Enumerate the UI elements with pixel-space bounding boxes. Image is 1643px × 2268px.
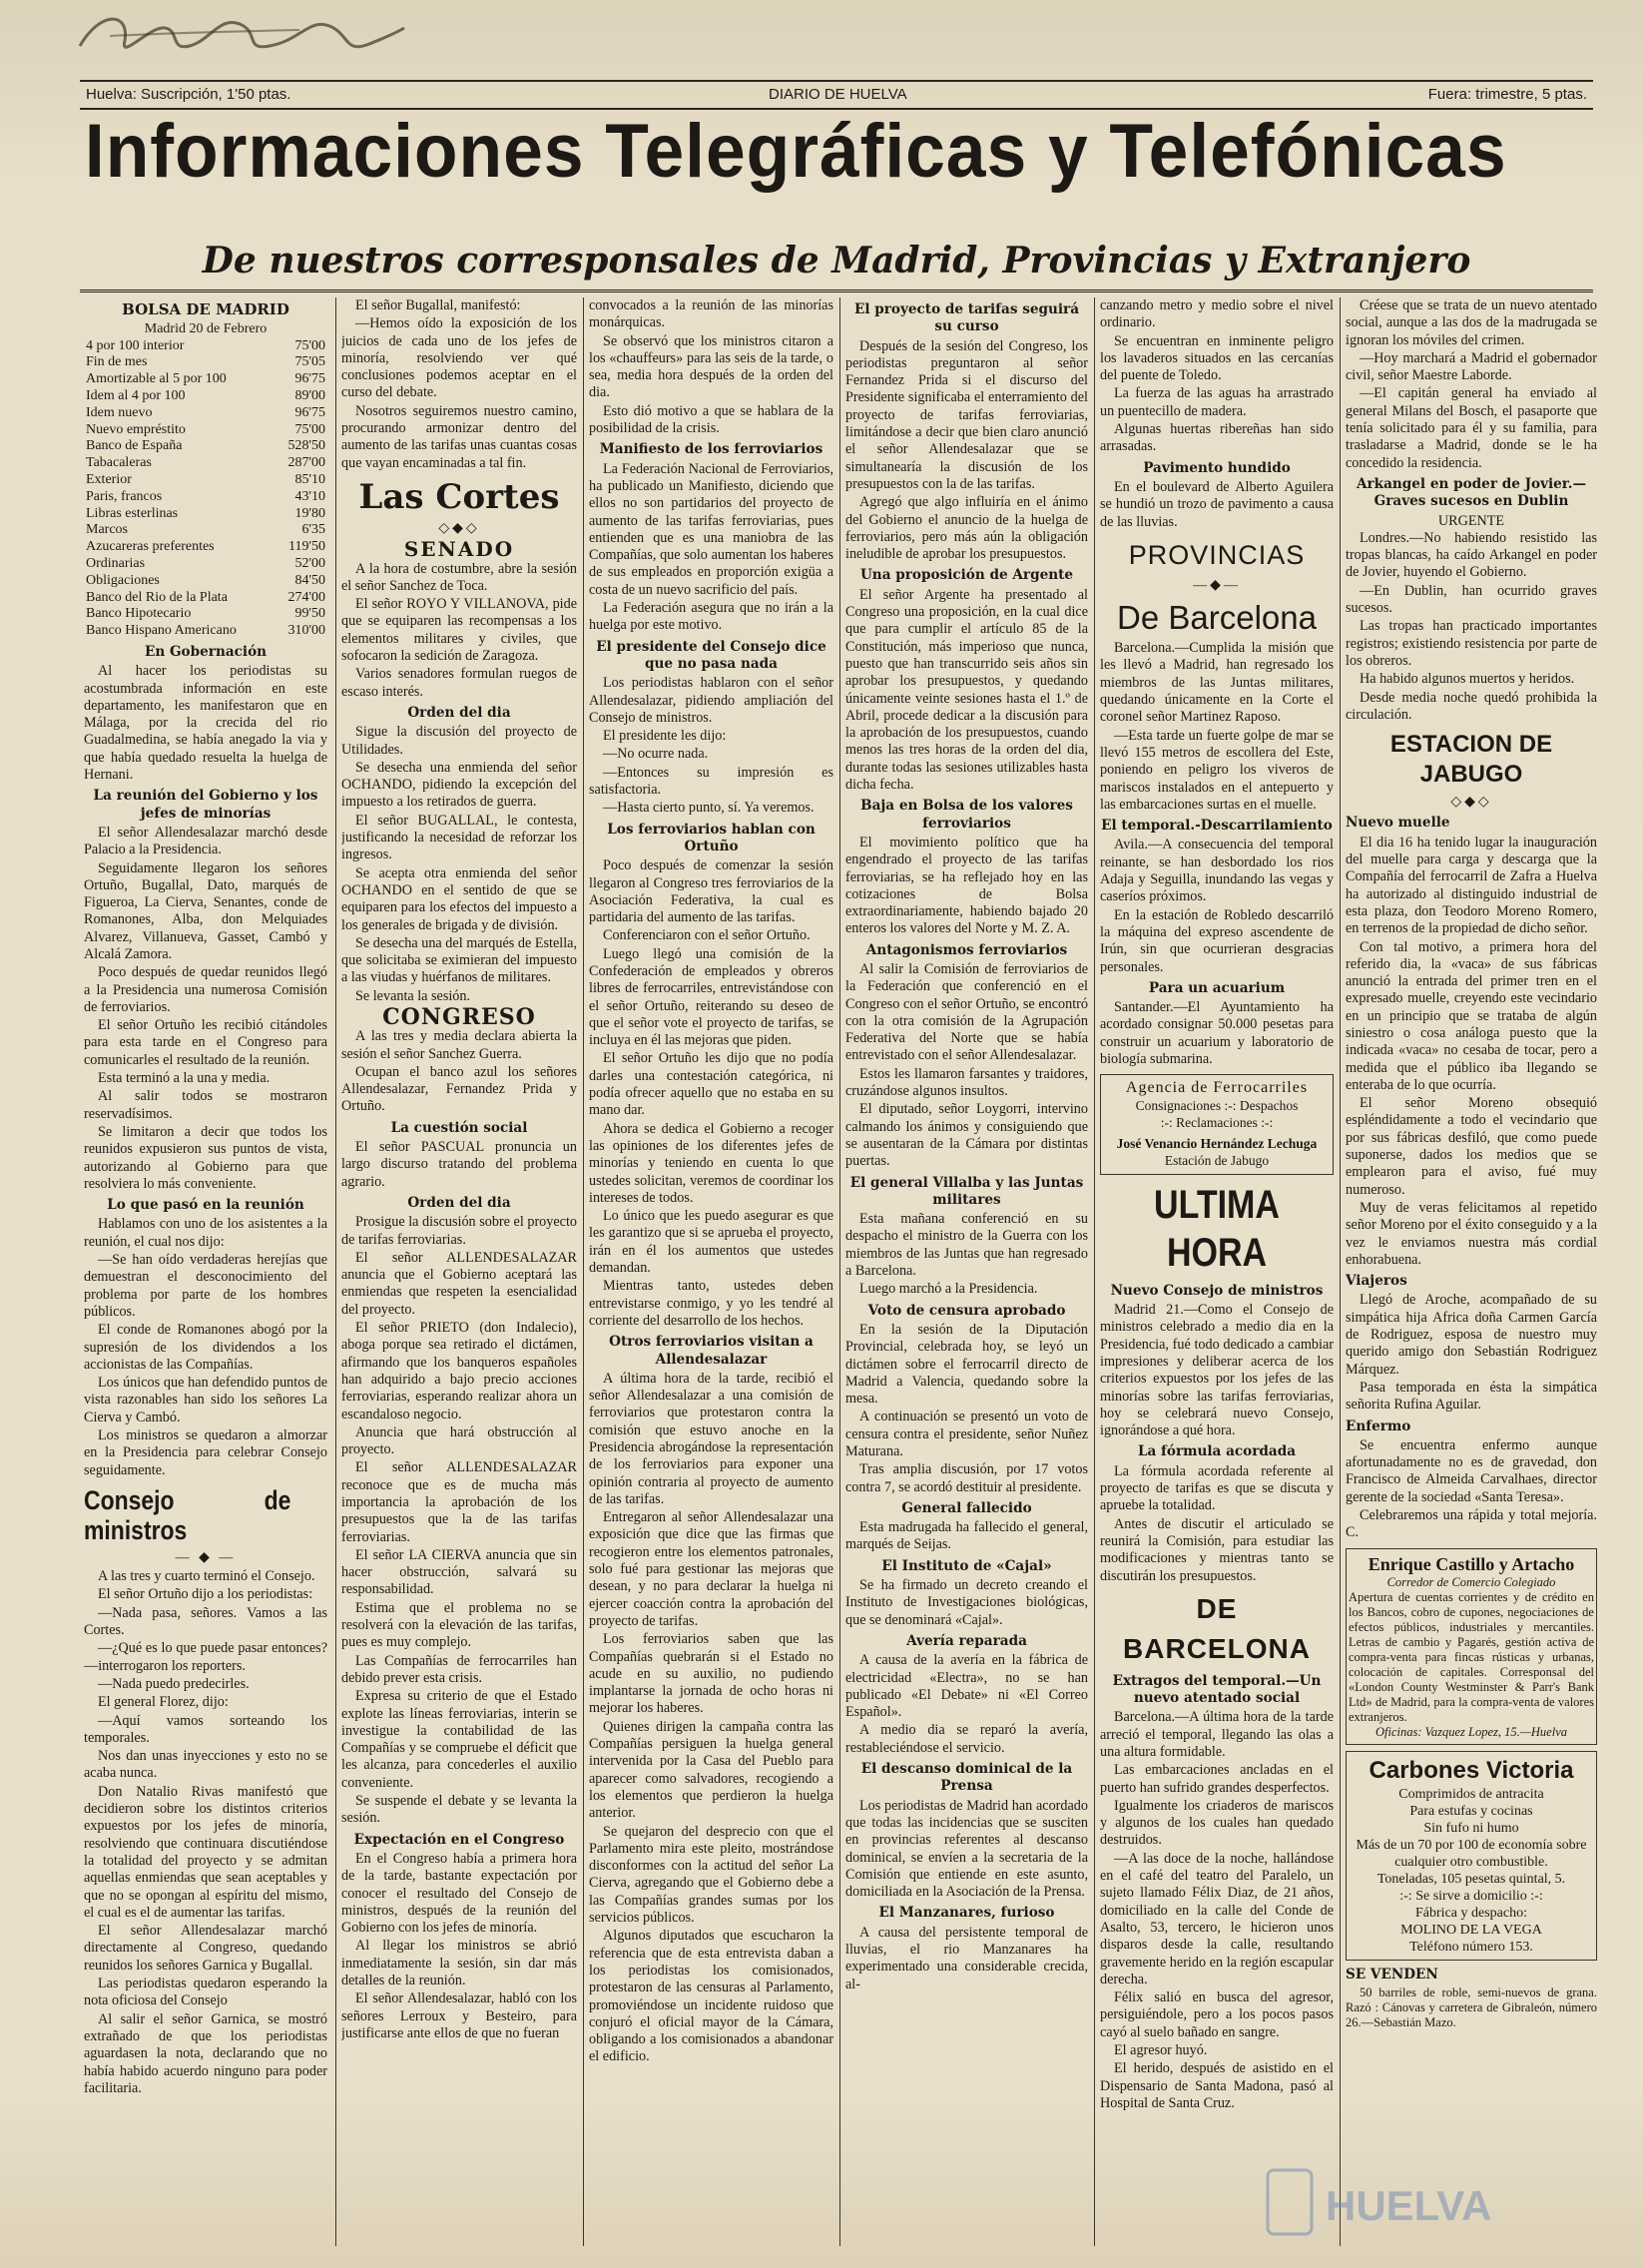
paragraph: Esto dió motivo a que se hablara de la posibilidad de la crisis. [589, 402, 833, 437]
stock-row [84, 438, 327, 455]
column-rule [583, 297, 584, 2246]
heading-orden-dia: Orden del dia [407, 1194, 511, 1211]
paragraph: Quienes dirigen la campaña contra las Compañías persiguen la huelga general intervenida por la Casa del Pueblo para aparecer como salvadores, recogiendo a los elementos que perdieron la huelga anterior. [589, 1718, 833, 1822]
stock-name: Fin de mes [86, 354, 148, 370]
heading-manifiesto: Manifiesto de los ferroviarios [599, 441, 823, 458]
subscription-local: Huelva: Suscripción, 1'50 ptas. [86, 86, 291, 103]
paragraph: El señor PASCUAL pronuncia un largo discurso tratando del problema agrario. [341, 1139, 577, 1190]
paragraph: Conferenciaron con el señor Ortuño. [603, 927, 811, 944]
paragraph: Esta terminó a la una y media. [98, 1070, 271, 1087]
paragraph: Al salir todos se mostraron reservadísimos. [84, 1088, 327, 1122]
paragraph: Se suspende el debate y se levanta la sesión. [341, 1793, 577, 1827]
paragraph: Agregó que algo influiría en el ánimo del Gobierno el anuncio de la huelga de ferroviarios, pero más aún la obligación ineludible de aprobar los presupuestos. [845, 494, 1088, 563]
paragraph: El señor Ortuño dijo a los periodistas: [98, 1586, 313, 1603]
stock-name: Marcos [86, 522, 128, 538]
heading-acuarium: Para un acuarium [1148, 979, 1286, 996]
paragraph: El señor ALLENDESALAZAR reconoce que es de mucha más importancia la aprobación de los presupuestos que la de las tarifas ferroviarias. [341, 1459, 577, 1545]
paragraph: Igualmente los criaderos de mariscos y algunos de los cuales han quedado destruidos. [1100, 1797, 1334, 1849]
stock-value: 274'00 [287, 589, 325, 605]
stock-value: 75'00 [294, 421, 325, 437]
stock-value: 6'35 [301, 522, 325, 538]
masthead-rule [80, 289, 1593, 292]
paragraph: A última hora de la tarde, recibió el señor Allendesalazar a una comisión de ferroviarios que protestaron contra la comisión que estuvo anoche en la Presidencia abrogándose la representación de los ferroviarios para exponer una opinión contraria al proyecto de aumento de las tarifas. [589, 1370, 833, 1507]
heading-baja-bolsa: Baja en Bolsa de los valores ferroviarios [860, 798, 1073, 832]
heading-se-venden: SE VENDEN [1346, 1966, 1438, 1983]
paragraph: 50 barriles de roble, semi-nuevos de grana. Razó : Cánovas y carretera de Gibraleón, número 26.—Sebastián Mazo. [1346, 1984, 1597, 2029]
paragraph: Se limitaron a decir que todos los reunidos expusieron sus puntos de vista, autorizando al Gobierno para que resolviera lo más conveniente. [84, 1123, 327, 1192]
heading-de-barcelona-2: DE BARCELONA [1123, 1592, 1311, 1664]
paragraph: Los únicos que han defendido puntos de vista razonables han sido los señores La Cierva y Cambó. [84, 1375, 327, 1425]
column-2 [341, 297, 577, 2250]
ad-carbones-victoria [1346, 1751, 1597, 1961]
paragraph: Las embarcaciones ancladas en el puerto han sufrido grandes desperfectos. [1100, 1762, 1334, 1796]
stock-value: 528'50 [287, 438, 325, 454]
paragraph: —No ocurre nada. [603, 746, 709, 763]
paragraph: Luego marchó a la Presidencia. [859, 1281, 1038, 1298]
stock-name: Banco Hipotecario [86, 606, 192, 622]
paragraph: El señor Argente ha presentado al Congreso una proposición, en la cual dice que para cumplir el artículo 85 de la Constitución, más imperioso que nunca, puesto que han transcurrido seis años sin aprobar los presupuestos, y quedando únicamente veinte sesiones hasta el 1.º de Abril, procede dedicar a la discusión para la aprobación de los presupuestos, cuando menos las tres horas de la orden del dia, durante todas las sesiones utilizables hasta dicha fecha. [845, 586, 1088, 794]
column-6 [1346, 297, 1597, 2250]
heading-nuevo-muelle: Nuevo muelle [1346, 815, 1450, 832]
paragraph: —Hoy marchará a Madrid el gobernador civil, señor Maestre Laborde. [1346, 349, 1597, 384]
stock-name: Banco de España [86, 438, 183, 454]
paragraph: Al salir la Comisión de ferroviarios de la Federación que conferenció en el Congreso con el señor Ortuño, se encontró con la otra comisión de la Agrupación Federativa del Norte que se había entrevistado con el señor Allendesalazar. [845, 960, 1088, 1064]
paragraph: Al hacer los periodistas su acostumbrada información en este departamento, les manifestaron que en Málaga, por la crecida del rio Guadalmedina, se había anegado la via y que había quedado resuelta la huelga de Hernani. [84, 663, 327, 784]
paragraph: Expresa su criterio de que el Estado explote las líneas ferroviarias, interin se investigue la contabilidad de las Compañías y se compruebe el déficit que les alcanza, para concederles el auxilio conveniente. [341, 1688, 577, 1791]
paragraph: La Federación asegura que no irán a la huelga por este motivo. [589, 600, 833, 634]
paragraph: Luego llegó una comisión de la Confederación de empleados y obreros libres de ferrocarriles, entrevistándose con el señor Ortuño, reiterando su deseo de que el señor vote el proyecto de tarifas, se incluya en él las mejoras que piden. [589, 945, 833, 1049]
stock-date: Madrid 20 de Febrero [144, 321, 268, 337]
paragraph: —Aquí vamos sorteando los temporales. [84, 1712, 327, 1746]
heading-arkangel: Arkangel en poder de Jovier.—Graves sucesos en Dublin [1356, 475, 1587, 510]
paragraph: —Entonces su impresión es satisfactoria. [589, 764, 833, 799]
paragraph: Algunas huertas ribereñas han sido arrasadas. [1100, 421, 1334, 455]
paragraph: Después de la sesión del Congreso, los periodistas preguntaron al señor Fernandez Prida si el discurso del Presidente significaba el enterramiento del proyecto de tarifas ferroviarias, limitándose a decir que bien claro anunció el señor Allendesalazar que se simultanearía la discusión de los presupuestos con la de las tarifas. [845, 337, 1088, 492]
paragraph: En la sesión de la Diputación Provincial, celebrada hoy, se leyó un dictámen sobre el ferrocarril directo de Madrid a Valencia, quedando sobre la mesa. [845, 1321, 1088, 1408]
paragraph: A la hora de costumbre, abre la sesión el señor Sanchez de Toca. [341, 560, 577, 594]
paragraph: Llegó de Aroche, acompañado de su simpática hija Africa doña Carmen García de Rodriguez, esposa de nuestro muy querido amigo don Sebastián Rodriguez Márquez. [1346, 1292, 1597, 1378]
stock-row [84, 371, 327, 388]
paragraph: El señor Ortuño les dijo que no podía darles una contestación categórica, ni podía ofrecer aquello que no estaba en su mano dar. [589, 1050, 833, 1119]
paragraph: En la estación de Robledo descarriló la máquina del expreso ascendente de Irún, sin que ocurrieran desgracias personales. [1100, 906, 1334, 975]
heading-viajeros: Viajeros [1346, 1273, 1407, 1290]
paragraph: Con tal motivo, a primera hora del referido dia, la «vaca» de sus fábricas anunció la entrada del primer tren en el expresado muelle, creyendo este vecindario en un principio que se trataba de algún siniestro o cosa análoga puesto que la indicada «vaca» no cesaba de tocar, pero a medida que el público iba llegando se enteraba de lo que ocurría. [1346, 938, 1597, 1093]
paragraph: —A las doce de la noche, hallándose en el café del teatro del Paralelo, un sujeto llamado Félix Diaz, de 21 años, domiciliado en la calle del Conde de Asalto, 53, tercero, le hicieron unos disparos desde la calle, resultando gravemente herido en la región escapular derecha. [1100, 1850, 1334, 1987]
stock-value: 96'75 [294, 371, 325, 387]
paragraph: Nos dan unas inyecciones y esto no se acaba nunca. [84, 1748, 327, 1782]
heading-manzanares: El Manzanares, furioso [878, 1905, 1055, 1922]
paragraph: A causa del persistente temporal de lluvias, el rio Manzanares ha experimentado una considerable crecida, al- [845, 1924, 1088, 1992]
paragraph: La Federación Nacional de Ferroviarios, ha publicado un Manifiesto, diciendo que ellos no son partidarios del proyecto de aumento de las tarifas ferroviarias, pues entienden que es una maniobra de las Compañías, que solo aumentan los haberes de sus empleados en proporción exigüa a costa de un nuevo sacrificio del país. [589, 460, 833, 598]
ad-line: Teléfono número 153. [1409, 1939, 1533, 1955]
stock-table [84, 338, 327, 640]
heading-instituto-cajal: El Instituto de «Cajal» [881, 1557, 1052, 1574]
paragraph: A las tres y media declara abierta la sesión el señor Sanchez Guerra. [341, 1028, 577, 1062]
stock-name: Tabacaleras [86, 455, 152, 471]
subscription-outside: Fuera: trimestre, 5 ptas. [1427, 86, 1587, 103]
paper-name: DIARIO DE HUELVA [769, 86, 907, 103]
column-5 [1100, 297, 1334, 2250]
paragraph: Al salir el señor Garnica, se mostró extrañado de que los periodistas aguardasen la nota, declarando que no había habido acuerdo ninguno para poder facilitaria. [84, 2010, 327, 2096]
column-4 [845, 297, 1088, 2250]
paragraph: Barcelona.—Cumplida la misión que les llevó a Madrid, han regresado los miembros de las Juntas militares, quedando únicamente en la Corte el coronel señor Martinez Raposo. [1100, 640, 1334, 726]
heading-cuestion-social: La cuestión social [390, 1119, 528, 1136]
masthead-title: Informaciones Telegráficas y Telefónicas [84, 109, 1507, 194]
paragraph: Don Natalio Rivas manifestó que decidieron sobre los distintos criterios expuestos por los jefes de minoría, resolviendo que continuara discutiéndose la totalidad del proyecto y se admitan aquellas enmiendas que sean aceptables y que no se opongan al espíritu del mismo, el cual es el de aumentar las tarifas. [84, 1783, 327, 1921]
ad-line: :-: Reclamaciones :-: [1160, 1114, 1274, 1130]
ornament: —◆— [1193, 577, 1241, 593]
heading-general-fallecido: General fallecido [901, 1499, 1032, 1516]
stock-row [84, 354, 327, 371]
paragraph: El señor PRIETO (don Indalecio), aboga porque sea retirado el dictámen, afirmando que los banqueros españoles han adquirido a bajo precio acciones ferroviarias, esperando realizar ahora un escandaloso negocio. [341, 1320, 577, 1422]
stock-row [84, 590, 327, 607]
paragraph: En el Congreso había a primera hora de la tarde, bastante expectación por conocer el resultado del Consejo de ministros, después de la reunión del Gobierno con los jefes de minoría. [341, 1850, 577, 1937]
paragraph: Ocupan el banco azul los señores Allendesalazar, Fernandez Prida y Ortuño. [341, 1063, 577, 1115]
ornament: ◇◆◇ [438, 520, 480, 536]
paragraph: El señor Ortuño les recibió citándoles para esta tarde en el Congreso para comunicarles el resultado de la reunión. [84, 1017, 327, 1068]
paragraph: La fuerza de las aguas ha arrastrado un puentecillo de madera. [1100, 385, 1334, 419]
column-rule [839, 297, 840, 2246]
heading-averia: Avería reparada [906, 1632, 1027, 1649]
stock-name: 4 por 100 interior [86, 337, 185, 353]
paragraph: Se desecha una enmienda del señor OCHANDO, pidiendo la excepción del impuesto a los retirados de guerra. [341, 759, 577, 811]
heading-gobernacion: En Gobernación [144, 643, 268, 660]
stock-value: 85'10 [294, 471, 325, 487]
heading-de-barcelona: De Barcelona [1117, 599, 1317, 637]
ad-text: Apertura de cuentas corrientes y de crédito en los Bancos, cobro de cupones, negociaciones de efectos públicos, industriales y mercantiles. Letras de cambio y Pagarés, gestión activa de compra-venta para fincas rústicas y urbanas, colocación de capitales. Corresponsal del «London County Westminster & Parr's Bank Ltd» de Madrid, para la compra-venta de valores extranjeros. [1349, 1589, 1594, 1724]
stock-name: Banco Hispano Americano [86, 623, 237, 639]
paragraph: Algunos diputados que escucharon la referencia que de esta entrevista daban a los periodistas los comisionados, protestaron de las censuras al Parlamento, promoviéndose un incidente ruidoso que conjuró el oficial mayor de la Cámara, obligando a los comisionados a abandonar el edificio. [589, 1928, 833, 2065]
paragraph: Tras amplia discusión, por 17 votos contra 7, se acordó destituir al presidente. [845, 1461, 1088, 1495]
paragraph: El señor Allendesalazar marchó desde Palacio a la Presidencia. [84, 824, 327, 858]
paragraph: El general Florez, dijo: [98, 1694, 229, 1711]
column-rule [335, 297, 336, 2246]
stock-row [84, 556, 327, 573]
heading-voto-censura: Voto de censura aprobado [867, 1302, 1066, 1319]
stock-name: Nuevo empréstito [86, 421, 186, 437]
ad-subtitle: Corredor de Comercio Colegiado [1386, 1574, 1556, 1589]
paragraph: El señor Bugallal, manifestó: [355, 297, 521, 313]
paragraph: Ha habido algunos muertos y heridos. [1360, 671, 1575, 688]
paragraph: Poco después de comenzar la sesión llegaron al Congreso tres ferroviarios de la Asociación Federativa, la cual es partidaria del aumento de las tarifas. [589, 857, 833, 926]
ad-line: Consignaciones :-: Despachos [1135, 1097, 1299, 1113]
stock-name: Amortizable al 5 por 100 [86, 371, 227, 387]
paragraph: convocados a la reunión de las minorías monárquicas. [589, 297, 833, 331]
paragraph: Prosigue la discusión sobre el proyecto de tarifas ferroviarias. [341, 1214, 577, 1248]
stock-value: 75'05 [294, 354, 325, 370]
stock-name: Exterior [86, 471, 132, 487]
archive-stamp [1266, 2168, 1565, 2242]
heading-otros-ferroviarios: Otros ferroviarios visitan a Allendesalazar [609, 1334, 814, 1368]
heading-paso: Lo que pasó en la reunión [107, 1197, 304, 1214]
stock-row [84, 539, 327, 556]
paragraph: —Esta tarde un fuerte golpe de mar se llevó 155 metros de escollera del Este, poniendo en peligro los viveros de mariscos instalados en el antepuerto y las embarcaciones surtas en el muelle. [1100, 727, 1334, 813]
stock-row [84, 338, 327, 355]
heading-las-cortes: Las Cortes [358, 476, 560, 517]
stock-name: Idem nuevo [86, 404, 153, 420]
paragraph: El señor LA CIERVA anuncia que sin hacer obstrucción, salvará su responsabilidad. [341, 1546, 577, 1598]
stock-row [84, 472, 327, 489]
stock-row [84, 489, 327, 506]
paragraph: Estos les llamaron farsantes y traidores, cruzándose algunos insultos. [845, 1065, 1088, 1100]
paragraph: Ahora se dedica el Gobierno a recoger las opiniones de los diferentes jefes de minorías y teniendo en cuenta lo que ustedes solicitan, veremos de coordinar los intereses de todos. [589, 1120, 833, 1206]
paragraph: Seguidamente llegaron los señores Ortuño, Bugallal, Dato, marqués de Figueroa, La Cierva, Senantes, conde de Romanones, Alba, don Melquiades Alvarez, Villanueva, Gasset, Cambó y Alcalá Zamora. [84, 859, 327, 962]
paragraph: Antes de discutir el articulado se reunirá la Comisión, para estudiar las modificaciones y mientras tanto se discutirán los presupuestos. [1100, 1515, 1334, 1584]
stock-row [84, 573, 327, 590]
handwritten-signature [70, 6, 409, 62]
paragraph: Barcelona.—A última hora de la tarde arreció el temporal, llegando las olas a una altura formidable. [1100, 1709, 1334, 1760]
stock-value: 310'00 [287, 623, 325, 639]
paragraph: El señor Moreno obsequió espléndidamente a todo el vecindario que por sus fábricas desfiló, que como puede suponerse, dados los medios que se emplearon para el aviso, fué muy numeroso. [1346, 1095, 1597, 1198]
paragraph: canzando metro y medio sobre el nivel ordinario. [1100, 297, 1334, 331]
paragraph: —El capitán general ha enviado al general Milans del Bosch, el pasaporte que tenía solicitado para él y su familia, para trasladarse a Madrid, donde se le ha concedido la residencia. [1346, 385, 1597, 471]
paragraph: Londres.—No habiendo resistido las tropas blancas, ha caído Arkangel en poder de Jovier, huyendo el Gobierno. [1346, 529, 1597, 581]
paragraph: Los periodistas hablaron con el señor Allendesalazar, pidiendo ampliación del Consejo de ministros. [589, 675, 833, 726]
ad-line: Fábrica y despacho: [1415, 1905, 1527, 1921]
ad-line: Más de un 70 por 100 de economía sobre cualquier otro combustible. [1356, 1837, 1587, 1870]
ad-line: Sin fufo ni humo [1423, 1820, 1519, 1836]
ad-address: Estación de Jabugo [1164, 1153, 1270, 1169]
stock-name: Banco del Rio de la Plata [86, 589, 228, 605]
paragraph: Los ferroviarios saben que las Compañías quebrarán si el Estado no acude en su auxilio, no pudiendo implantarse la jornada de ocho horas ni mejorar los haberes. [589, 1631, 833, 1717]
heading-orden-dia: Orden del dia [407, 704, 511, 721]
column-rule [1094, 297, 1095, 2246]
heading-provincias: PROVINCIAS [1128, 539, 1306, 570]
heading-extragos: Extragos del temporal.—Un nuevo atentado social [1112, 1672, 1322, 1707]
heading-expectacion: Expectación en el Congreso [353, 1831, 565, 1848]
paragraph: Créese que se trata de un nuevo atentado social, aunque a las dos de la madrugada se ignoran los móviles del crimen. [1346, 297, 1597, 348]
paragraph: —Hemos oído la exposición de los juicios de cada uno de los jefes de minoría, resolviendo ver qué conclusiones podemos aceptar en el curso del debate. [341, 315, 577, 401]
stock-name: Paris, francos [86, 488, 163, 504]
paragraph: El herido, después de asistido en el Dispensario de Santa Madona, pasó al Hospital de Santa Cruz. [1100, 2060, 1334, 2111]
paragraph: Las Compañías de ferrocarriles han debido prever esta crisis. [341, 1652, 577, 1686]
stock-name: Ordinarias [86, 555, 146, 571]
stock-value: 89'00 [294, 387, 325, 403]
paragraph: Se observó que los ministros citaron a los «chauffeurs» para las seis de la tarde, o sea, media hora después de la orden del dia. [589, 332, 833, 401]
stock-name: Obligaciones [86, 572, 160, 588]
paragraph: El movimiento político que ha engendrado el proyecto de las tarifas ferroviarias, se ha reflejado hoy en las cotizaciones de Bolsa extraordinariamente, habiendo bajado 20 enteros los valores del Norte y M. Z. A. [845, 834, 1088, 937]
stock-name: Idem al 4 por 100 [86, 387, 186, 403]
stock-value: 43'10 [294, 488, 325, 504]
paragraph: Se encuentran en inminente peligro los lavaderos situados en las cercanías del puente de Toledo. [1100, 332, 1334, 384]
paragraph: Se acepta otra enmienda del señor OCHANDO en el sentido de que se equiparen para los efectos del impuesto a los generales de brigada y de división. [341, 864, 577, 933]
heading-senado: SENADO [403, 537, 515, 562]
stock-name: Libras esterlinas [86, 505, 179, 521]
paragraph: Félix salió en busca del agresor, persiguiéndole, pero a los pocos pasos cayó al suelo bañado en sangre. [1100, 1989, 1334, 2040]
paragraph: Esta madrugada ha fallecido el general, marqués de Seijas. [845, 1519, 1088, 1553]
paragraph: El dia 16 ha tenido lugar la inauguración del muelle para carga y descarga que la Compañía del ferrocarril de Zafra a Huelva ha autorizado al distinguido industrial de esta plaza, don Teodoro Moreno Romero, en terrenos de la propiedad de dicho señor. [1346, 834, 1597, 937]
ad-castillo [1346, 1548, 1597, 1745]
stock-value: 119'50 [287, 539, 325, 555]
paragraph: El señor Allendesalazar, habló con los señores Lerroux y Besteiro, para justificarse ante ellos de que no fueran [341, 1990, 577, 2041]
paragraph: Se desecha una del marqués de Estella, que solicitaba se eximieran del impuesto a las viudas y huérfanos de militares. [341, 934, 577, 986]
heading-antagonismos: Antagonismos ferroviarios [865, 941, 1068, 958]
paragraph: A continuación se presentó un voto de censura contra el presidente, señor Nuñez Maturana. [845, 1409, 1088, 1459]
paragraph: A causa de la avería en la fábrica de electricidad «Electra», no se han publicado «El Debate» ni «El Correo Español». [845, 1652, 1088, 1721]
paragraph: Varios senadores formulan ruegos de escaso interés. [341, 666, 577, 700]
stock-value: 75'00 [294, 337, 325, 353]
stock-value: 52'00 [294, 555, 325, 571]
column-1 [84, 297, 327, 2250]
urgent-label: URGENTE [1437, 512, 1505, 529]
paragraph: Pasa temporada en ésta la simpática señorita Rufina Aguilar. [1346, 1379, 1597, 1414]
heading-congreso: CONGRESO [382, 1003, 536, 1030]
paragraph: El señor BUGALLAL, le contesta, justificando la necesidad de reforzar los ingresos. [341, 812, 577, 863]
stock-row [84, 522, 327, 539]
heading-nuevo-consejo: Nuevo Consejo de ministros [1110, 1282, 1324, 1299]
column-rule [1340, 297, 1341, 2246]
stamp-text: HUELVA [1326, 2182, 1492, 2229]
paragraph: Entregaron al señor Allendesalazar una exposición que dice que las firmas que recogieron entre los elementos patronales, solo fué para gestionar las mejoras que desean, y no para declarar la huelga ni ejercer coacción contra la aprobación del proyecto de tarifas. [589, 1509, 833, 1629]
ornament: ◇◆◇ [1450, 795, 1492, 811]
paragraph: El señor Allendesalazar marchó directamente al Congreso, quedando reunidos los señores Garnica y Bugallal. [84, 1923, 327, 1974]
paragraph: La fórmula acordada referente al proyecto de tarifas es que se discuta y apruebe la totalidad. [1100, 1462, 1334, 1514]
paragraph: Madrid 21.—Como el Consejo de ministros celebrado a medio dia en la Presidencia, fué todo dedicado a cambiar impresiones y deliberar acerca de los criterios expuestos por los jefes de las minorías sobre las tarifas ferroviarias, hoy se celebrará nuevo Consejo, ignorándose a qué hora. [1100, 1302, 1334, 1439]
paragraph: Los periodistas de Madrid han acordado que todas las incidencias que se susciten en provincias referentes al descanso dominical, se envíen a la secretaria de la Comisión que entiende en este asunto, domiciliada en la Asociación de la Prensa. [845, 1797, 1088, 1901]
paragraph: El conde de Romanones abogó por la supresión de los dividendos a los accionistas de las Compañías. [84, 1322, 327, 1373]
ad-name: José Venancio Hernández Lechuga [1116, 1136, 1318, 1152]
paragraph: Poco después de quedar reunidos llegó a la Presidencia una numerosa Comisión de ferroviarios. [84, 964, 327, 1015]
stock-row [84, 388, 327, 405]
paragraph: Avila.—A consecuencia del temporal reinante, se han desbordado los rios Adaja y Seguilla, inundando las vegas y caseríos próximos. [1100, 837, 1334, 905]
stock-value: 99'50 [294, 606, 325, 622]
ad-line: Comprimidos de antracita [1398, 1786, 1544, 1802]
paragraph: Esta mañana conferenció en su despacho el ministro de la Guerra con los miembros de las Juntas que han regresado a Barcelona. [845, 1211, 1088, 1280]
paragraph: Se levanta la sesión. [355, 987, 471, 1004]
paragraph: —¿Qué es lo que puede pasar entonces?—interrogaron los reporters. [84, 1640, 327, 1674]
ad-line: :-: Se sirve a domicilio :-: [1399, 1888, 1543, 1904]
paragraph: —Nada puedo predecirles. [98, 1675, 250, 1692]
paragraph: —Se han oído verdaderas herejías que demuestran el desconocimiento del problema por parte de los hombres públicos. [84, 1252, 327, 1320]
paragraph: El señor ALLENDESALAZAR anuncia que el Gobierno aceptará las enmiendas que respeten la esencialidad del proyecto. [341, 1249, 577, 1318]
paragraph: Se ha firmado un decreto creando el Instituto de Investigaciones biológicas, que se denominará «Cajal». [845, 1577, 1088, 1628]
stock-value: 96'75 [294, 404, 325, 420]
ornament: — ◆ — [175, 1549, 237, 1565]
heading-presidente: El presidente del Consejo dice que no pasa nada [596, 638, 826, 672]
heading-consejo: Consejo de ministros [84, 1484, 291, 1545]
heading-temporal: El temporal.-Descarrilamiento [1101, 818, 1333, 835]
paragraph: Nosotros seguiremos nuestro camino, procurando armonizar dentro del aumento de las tarifas unas cuantas cosas que vayan encaminadas a tal fin. [341, 402, 577, 471]
ad-line: Toneladas, 105 pesetas quintal, 5. [1376, 1871, 1566, 1887]
paragraph: Se quejaron del desprecio con que el Parlamento mira este pleito, mostrándose disconformes con la actitud del señor La Cierva, agregando que el Gobierno debe a las Compañías grandes sumas por los servicios públicos. [589, 1823, 833, 1927]
heading-proposicion: Una proposición de Argente [859, 567, 1074, 584]
paragraph: Celebraremos una rápida y total mejoría. C. [1346, 1507, 1597, 1541]
header-bar [80, 80, 1593, 110]
heading-pavimento: Pavimento hundido [1143, 459, 1291, 476]
paragraph: Las tropas han practicado importantes registros; existiendo resistencia por parte de los obreros. [1346, 618, 1597, 669]
heading-enfermo: Enfermo [1346, 1418, 1411, 1434]
paragraph: Los ministros se quedaron a almorzar en la Presidencia para celebrar Consejo seguidamente. [84, 1427, 327, 1478]
paragraph: Lo único que les puedo asegurar es que les garantizo que si se aprueba el proyecto, irán en él los aumentos que ustedes demandan. [589, 1208, 833, 1277]
heading-ultima-hora: ULTIMA HORA [1154, 1182, 1280, 1275]
column-3 [589, 297, 833, 2250]
paragraph: Muy de veras felicitamos al repetido señor Moreno por el éxito conseguido y a la vez le enviamos nuestra más cordial enhorabuena. [1346, 1199, 1597, 1268]
stock-name: Azucareras preferentes [86, 539, 215, 555]
ad-address: Oficinas: Vazquez Lopez, 15.—Huelva [1375, 1724, 1567, 1739]
heading-ferroviarios-ortuno: Los ferroviarios hablan con Ortuño [607, 821, 816, 854]
paragraph: Mientras tanto, ustedes deben entrevistarse conmigo, y yo les tendré al corriente del desarrollo de los hechos. [589, 1278, 833, 1329]
paragraph: Anuncia que hará obstrucción al proyecto. [341, 1423, 577, 1458]
ad-line: MOLINO DE LA VEGA [1400, 1922, 1542, 1938]
ad-title: Carbones Victoria [1369, 1756, 1574, 1784]
paragraph: —En Dublin, han ocurrido graves sucesos. [1346, 582, 1597, 617]
stock-row [84, 422, 327, 439]
stock-row [84, 506, 327, 523]
paragraph: Se encuentra enfermo aunque afortunadamente no es de gravedad, don Francisco de Almeida Carvalhaes, director gerente de la sociedad «Santa Teresa». [1346, 1436, 1597, 1505]
stock-row [84, 623, 327, 640]
ad-title: Enrique Castillo y Artacho [1368, 1553, 1575, 1574]
stock-row [84, 455, 327, 472]
paragraph: El presidente les dijo: [603, 728, 727, 745]
section-subtitle: De nuestros corresponsales de Madrid, Provincias y Extranjero [202, 240, 1471, 282]
stock-value: 19'80 [294, 505, 325, 521]
paragraph: El diputado, señor Loygorri, intervino calmando los ánimos y consiguiendo que se ausentaran de la Cámara por distintas puertas. [845, 1101, 1088, 1170]
paragraph: Santander.—El Ayuntamiento ha acordado consignar 50.000 pesetas para construir un acuarium y laboratorio de biología submarina. [1100, 999, 1334, 1067]
paragraph: A las tres y cuarto terminó el Consejo. [98, 1568, 315, 1585]
stock-title: BOLSA DE MADRID [122, 300, 289, 318]
heading-formula: La fórmula acordada [1137, 1443, 1297, 1460]
ad-agencia-ferrocarriles [1100, 1074, 1334, 1174]
paragraph: Desde media noche quedó prohibida la circulación. [1346, 689, 1597, 723]
heading-proyecto-tarifas: El proyecto de tarifas seguirá su curso [853, 301, 1080, 335]
stock-value: 84'50 [294, 572, 325, 588]
stock-row [84, 405, 327, 422]
stock-row [84, 606, 327, 623]
heading-descanso: El descanso dominical de la Prensa [860, 1761, 1073, 1795]
stock-value: 287'00 [287, 455, 325, 471]
ad-line: Para estufas y cocinas [1409, 1803, 1533, 1819]
paragraph: En el boulevard de Alberto Aguilera se hundió un trozo de pavimento a causa de las lluvias. [1100, 478, 1334, 530]
paragraph: —Nada pasa, señores. Vamos a las Cortes. [84, 1604, 327, 1639]
paragraph: El señor ROYO Y VILLANOVA, pide que se equiparen las recompensas a los elementos militares y civiles, que sofocaron la sedición de Zaragoza. [341, 596, 577, 665]
paragraph: A medio dia se reparó la avería, restableciéndose el servicio. [845, 1722, 1088, 1756]
ad-title: Agencia de Ferrocarriles [1125, 1079, 1309, 1097]
paragraph: El agresor huyó. [1114, 2042, 1208, 2059]
paragraph: Hablamos con uno de los asistentes a la reunión, el cual nos dijo: [84, 1216, 327, 1250]
paragraph: Las periodistas quedaron esperando la nota oficiosa del Consejo [84, 1976, 327, 2009]
paragraph: Estima que el problema no se resolverá con la elevación de las tarifas, pues es muy complejo. [341, 1599, 577, 1651]
heading-reunion: La reunión del Gobierno y los jefes de minorías [93, 788, 318, 822]
heading-villalba: El general Villalba y las Juntas militares [849, 1174, 1084, 1208]
paragraph: Sigue la discusión del proyecto de Utilidades. [341, 724, 577, 758]
paragraph: Al llegar los ministros se abrió inmediatamente la sesión, sin dar más detalles de la reunión. [341, 1938, 577, 1989]
heading-estacion-jabugo: ESTACION DE JABUGO [1389, 731, 1553, 789]
paragraph: —Hasta cierto punto, sí. Ya veremos. [603, 800, 815, 817]
